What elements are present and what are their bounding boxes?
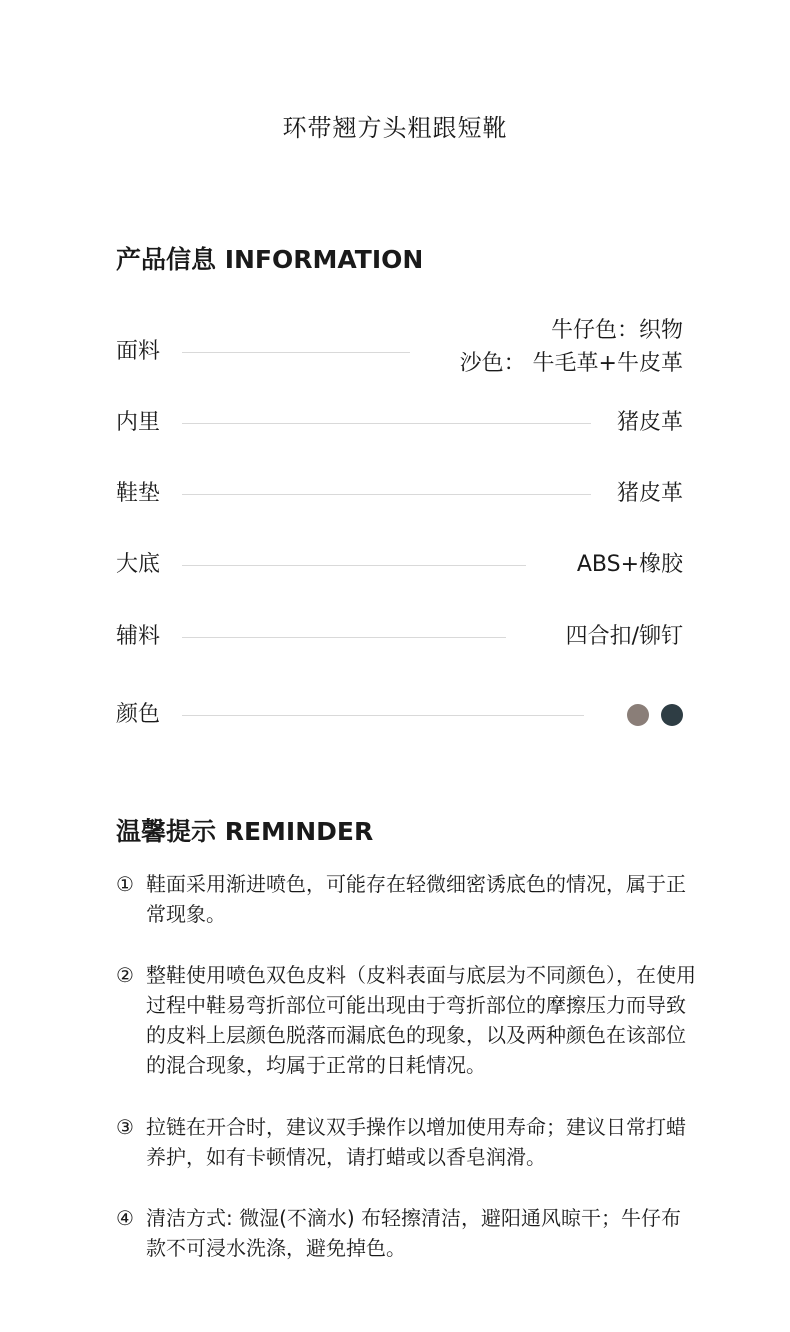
reminder-item — [116, 1203, 696, 1263]
info-row-material — [116, 318, 683, 382]
color-swatch-sand — [627, 704, 649, 726]
info-row-color — [116, 702, 683, 728]
info-heading: 产品信息 INFORMATION — [116, 245, 424, 274]
info-label: 辅料 — [116, 624, 161, 649]
reminder-heading: 温馨提示 REMINDER — [116, 817, 374, 846]
info-label: 颜色 — [116, 702, 161, 727]
info-label: 鞋垫 — [116, 481, 161, 506]
reminder-number: ③ — [116, 1115, 134, 1139]
reminder-text: 清洁方式: 微湿(不滴水) 布轻擦清洁，避阳通风晾干；牛仔布款不可浸水洗涤，避免掉色。 — [146, 1206, 682, 1260]
reminder-text: 鞋面采用渐进喷色，可能存在轻微细密诱底色的情况，属于正常现象。 — [146, 872, 686, 926]
divider-line — [182, 637, 506, 638]
info-label: 面料 — [116, 339, 161, 364]
divider-line — [182, 352, 410, 353]
reminder-number: ① — [116, 872, 134, 896]
divider-line — [182, 423, 591, 424]
divider-line — [182, 494, 591, 495]
reminder-item — [116, 1112, 696, 1172]
info-value: ABS+橡胶 — [576, 552, 683, 577]
info-label: 大底 — [116, 552, 161, 577]
info-value: 四合扣/铆钉 — [565, 624, 683, 649]
reminder-number: ④ — [116, 1206, 134, 1230]
info-row-outsole — [116, 552, 683, 578]
info-row-lining — [116, 410, 683, 436]
info-row-accessories — [116, 624, 683, 650]
info-value: 猪皮革 — [616, 410, 683, 435]
reminder-item — [116, 869, 696, 929]
info-value: 牛仔色：织物 — [550, 318, 683, 343]
color-swatch-denim — [661, 704, 683, 726]
info-label: 内里 — [116, 410, 161, 435]
reminder-text: 整鞋使用喷色双色皮料（皮料表面与底层为不同颜色），在使用过程中鞋易弯折部位可能出现由于弯折部位的摩擦压力而导致的皮料上层颜色脱落而漏底色的现象，以及两种颜色在该部位的混合现象，均属于正常的日耗情况。 — [146, 963, 696, 1077]
divider-line — [182, 565, 526, 566]
reminder-item — [116, 960, 696, 1080]
info-value: 猪皮革 — [616, 481, 683, 506]
reminder-text: 拉链在开合时，建议双手操作以增加使用寿命；建议日常打蜡养护，如有卡顿情况，请打蜡或以香皂润滑。 — [146, 1115, 686, 1169]
info-value: 沙色： 牛毛革+牛皮革 — [459, 351, 683, 376]
page-title: 环带翘方头粗跟短靴 — [282, 114, 508, 142]
info-row-insole — [116, 481, 683, 507]
divider-line — [182, 715, 584, 716]
reminder-number: ② — [116, 963, 134, 987]
